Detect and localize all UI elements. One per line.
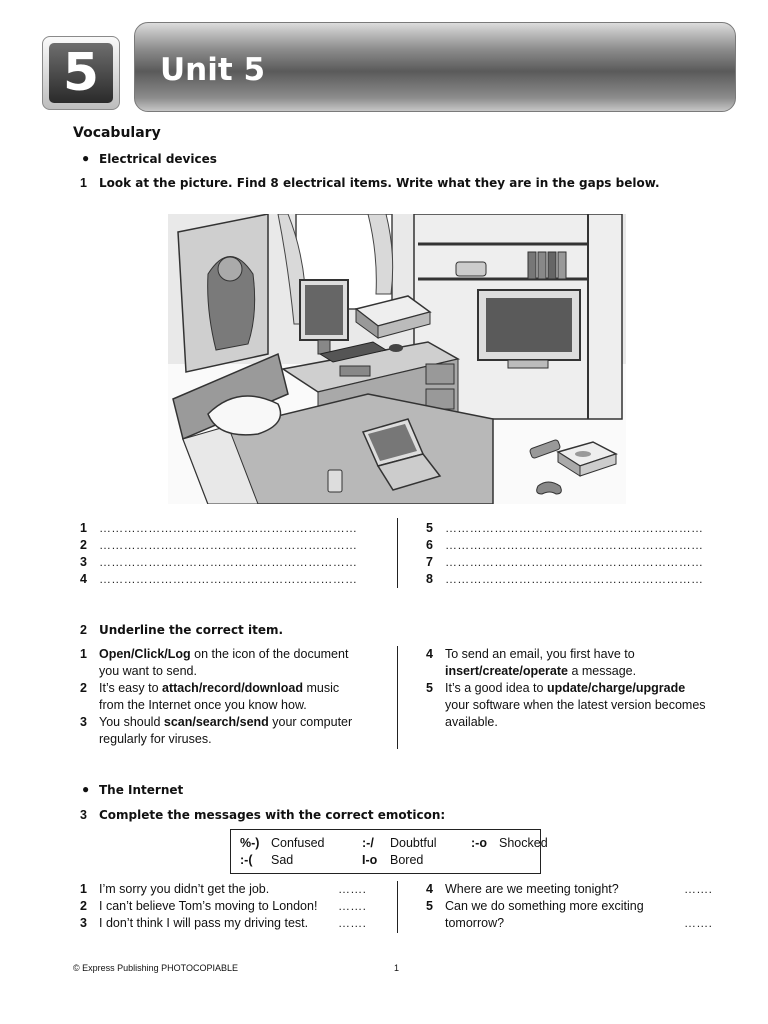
ex3-sentence-4: Where are we meeting tonight? — [445, 882, 619, 896]
exercise-1-instruction: Look at the picture. Find 8 electrical items. Write what they are in the gaps below. — [99, 176, 660, 190]
gap-number: 4 — [80, 572, 87, 586]
vocabulary-heading: Vocabulary — [73, 125, 161, 141]
emoticon-code: :-o — [471, 836, 487, 850]
ex2-item-1: Open/Click/Log on the icon of the document — [99, 647, 349, 661]
mobile-phone-desk — [340, 366, 370, 376]
mp3-player — [328, 470, 342, 492]
ex3-sentence-5-line2: tomorrow? — [445, 916, 505, 930]
internet-subheading: The Internet — [99, 783, 184, 797]
answer-gap-line[interactable]: ……………………………………………………… — [99, 538, 358, 552]
answer-gap-line[interactable]: ……………………………………………………… — [445, 521, 704, 535]
gap-number: 5 — [426, 521, 433, 535]
ex3-item-number: 1 — [80, 882, 87, 896]
poster — [178, 214, 268, 372]
answer-gap: ……. — [684, 916, 713, 930]
gap-number: 6 — [426, 538, 433, 552]
exercise-2-number: 2 — [80, 623, 87, 637]
answer-gap: ……. — [338, 899, 367, 913]
ex2-item-number: 5 — [426, 681, 433, 695]
tv-screen — [478, 290, 580, 368]
ex2-item-5-line2: your software when the latest version becomes — [445, 698, 706, 712]
ex2-item-3: You should scan/search/send your computer — [99, 715, 353, 729]
exercise-3-number: 3 — [80, 808, 87, 822]
exercise-2-instruction: Underline the correct item. — [99, 623, 284, 637]
emoticon-meaning: Sad — [271, 853, 294, 867]
ex2-item-number: 2 — [80, 681, 87, 695]
emoticon-code: I-o — [362, 853, 378, 867]
answer-gap-line[interactable]: ……………………………………………………… — [445, 555, 704, 569]
answer-gap-line[interactable]: ……………………………………………………… — [99, 572, 358, 586]
unit-number-badge — [42, 36, 120, 110]
ex3-sentence-5: Can we do something more exciting — [445, 899, 644, 913]
emoticon-meaning: Doubtful — [390, 836, 437, 850]
gap-number: 3 — [80, 555, 87, 569]
gap-number: 1 — [80, 521, 87, 535]
exercise-3-instruction: Complete the messages with the correct emoticon: — [99, 808, 446, 822]
unit-number: 5 — [62, 43, 100, 103]
ex3-sentence-3: I don’t think I will pass my driving test. — [99, 916, 309, 930]
mouse — [389, 344, 403, 352]
emoticon-meaning: Bored — [390, 853, 424, 867]
ex2-item-1-line2: you want to send. — [99, 664, 197, 678]
gap-number: 7 — [426, 555, 433, 569]
ex3-item-number: 5 — [426, 899, 433, 913]
ex2-item-4-line2: insert/create/operate a message. — [445, 664, 637, 678]
exercise-1-number: 1 — [80, 176, 87, 190]
ex3-sentence-1: I’m sorry you didn’t get the job. — [99, 882, 270, 896]
copyright-footer: © Express Publishing PHOTOCOPIABLE — [73, 963, 239, 973]
bullet-dot: ● — [82, 151, 90, 165]
emoticon-code: :-/ — [362, 836, 374, 850]
ex3-item-number: 3 — [80, 916, 87, 930]
gap-number: 2 — [80, 538, 87, 552]
bedroom-illustration — [168, 214, 626, 504]
ex2-item-5-line3: available. — [445, 715, 498, 729]
ex3-item-number: 2 — [80, 899, 87, 913]
answer-gap: ……. — [684, 882, 713, 896]
electrical-devices-subheading: Electrical devices — [99, 152, 217, 166]
unit-title: Unit 5 — [160, 52, 266, 88]
ex3-sentence-2: I can’t believe Tom’s moving to London! — [99, 899, 318, 913]
ex2-item-2: It’s easy to attach/record/download music — [99, 681, 340, 695]
ex2-item-number: 4 — [426, 647, 433, 661]
ex3-item-number: 4 — [426, 882, 433, 896]
column-divider — [397, 646, 398, 749]
ex2-item-5: It’s a good idea to update/charge/upgrade — [445, 681, 686, 695]
bullet-dot: ● — [82, 782, 90, 796]
emoticon-meaning: Confused — [271, 836, 325, 850]
column-divider — [397, 518, 398, 588]
ex2-item-2-line2: from the Internet once you know how. — [99, 698, 307, 712]
answer-gap: ……. — [338, 916, 367, 930]
answer-gap: ……. — [338, 882, 367, 896]
ex2-item-number: 3 — [80, 715, 87, 729]
column-divider — [397, 881, 398, 933]
answer-gap-line[interactable]: ……………………………………………………… — [445, 538, 704, 552]
page-number: 1 — [394, 963, 400, 973]
emoticon-meaning: Shocked — [499, 836, 548, 850]
emoticon-code: %-) — [240, 836, 260, 850]
ex2-item-4: To send an email, you first have to — [445, 647, 635, 661]
emoticon-code: :-( — [240, 853, 253, 867]
answer-gap-line[interactable]: ……………………………………………………… — [99, 521, 358, 535]
gap-number: 8 — [426, 572, 433, 586]
answer-gap-line[interactable]: ……………………………………………………… — [445, 572, 704, 586]
answer-gap-line[interactable]: ……………………………………………………… — [99, 555, 358, 569]
ex2-item-3-line2: regularly for viruses. — [99, 732, 212, 746]
ex2-item-number: 1 — [80, 647, 87, 661]
